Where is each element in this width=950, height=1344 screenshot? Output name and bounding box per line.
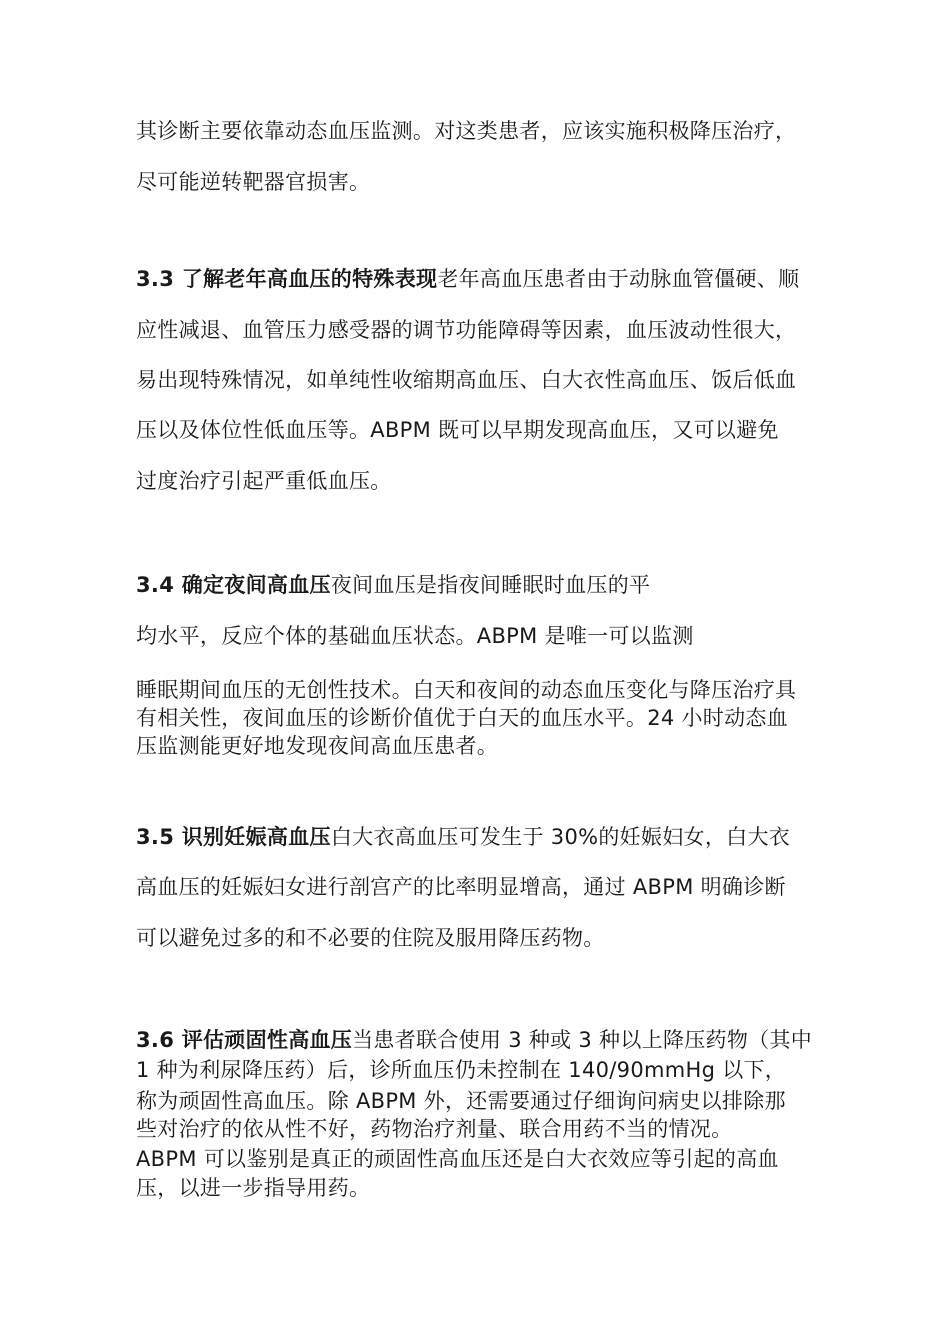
section-heading: 3.6 评估顽固性高血压 [136, 1028, 353, 1052]
text-line: 有相关性，夜间血压的诊断价值优于白天的血压水平。24 小时动态血 [136, 706, 788, 730]
text-line: 压，以进一步指导用药。 [136, 1176, 371, 1200]
text-line: 高血压的妊娠妇女进行剖宫产的比率明显增高，通过 ABPM 明确诊断 [136, 875, 786, 899]
section-heading: 3.5 识别妊娠高血压 [136, 825, 331, 849]
text-line: 压监测能更好地发现夜间高血压患者。 [136, 734, 499, 758]
text-line: ABPM 可以鉴别是真正的顽固性高血压还是白大衣效应等引起的高血 [136, 1147, 779, 1171]
section-heading: 3.3 了解老年高血压的特殊表现 [136, 267, 438, 291]
text-line: 其诊断主要依靠动态血压监测。对这类患者，应该实施积极降压治疗， [136, 119, 797, 143]
text-line: 些对治疗的依从性不好，药物治疗剂量、联合用药不当的情况。 [136, 1117, 733, 1141]
text-line: 过度治疗引起严重低血压。 [136, 469, 392, 493]
section-3-4-first-line: 3.4 确定夜间高血压夜间血压是指夜间睡眠时血压的平 [136, 573, 651, 597]
section-heading: 3.4 确定夜间高血压 [136, 573, 331, 597]
text-line: 睡眠期间血压的无创性技术。白天和夜间的动态血压变化与降压治疗具 [136, 678, 797, 702]
text-line: 应性减退、血管压力感受器的调节功能障碍等因素，血压波动性很大， [136, 318, 797, 342]
section-3-6-first-line: 3.6 评估顽固性高血压当患者联合使用 3 种或 3 种以上降压药物（其中 [136, 1028, 813, 1052]
text-line: 均水平，反应个体的基础血压状态。ABPM 是唯一可以监测 [136, 624, 694, 648]
text-line: 可以避免过多的和不必要的住院及服用降压药物。 [136, 926, 605, 950]
text-line: 1 种为利尿降压药）后，诊所血压仍未控制在 140/90mmHg 以下， [136, 1058, 787, 1082]
section-3-5-first-line: 3.5 识别妊娠高血压白大衣高血压可发生于 30%的妊娠妇女，白大衣 [136, 825, 791, 849]
text-line: 压以及体位性低血压等。ABPM 既可以早期发现高血压，又可以避免 [136, 418, 779, 442]
section-3-3-first-line: 3.3 了解老年高血压的特殊表现老年高血压患者由于动脉血管僵硬、顺 [136, 267, 800, 291]
text-line: 易出现特殊情况，如单纯性收缩期高血压、白大衣性高血压、饭后低血 [136, 368, 797, 392]
text-line: 称为顽固性高血压。除 ABPM 外，还需要通过仔细询问病史以排除那 [136, 1089, 786, 1113]
text-line: 尽可能逆转靶器官损害。 [136, 170, 371, 194]
